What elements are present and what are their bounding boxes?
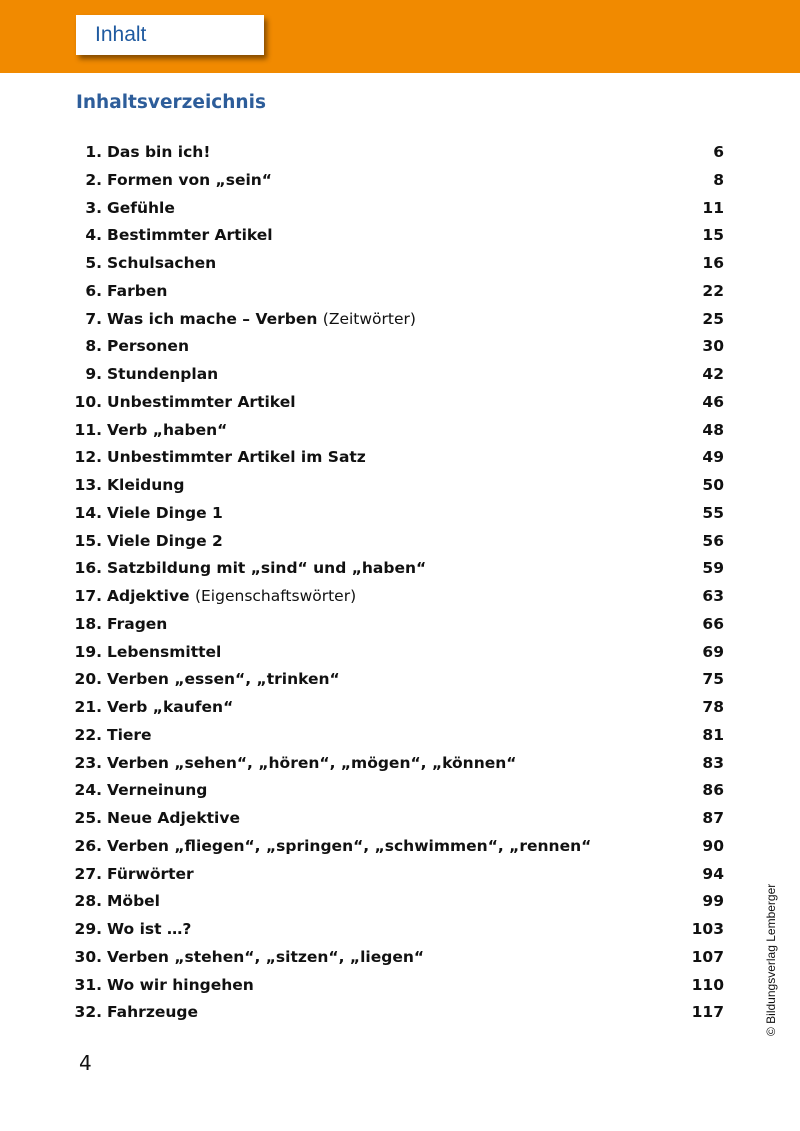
- table-of-contents: [76, 139, 724, 1027]
- toc-entry: [76, 999, 724, 1027]
- toc-entry-number: 5.: [85, 254, 102, 272]
- toc-entry-title-text: Verneinung: [107, 781, 208, 800]
- toc-entry-page: 66: [702, 614, 724, 633]
- toc-entry-page: 46: [702, 392, 724, 411]
- toc-entry-title-text: Wo wir hingehen: [107, 975, 254, 994]
- toc-entry-page: 30: [702, 337, 724, 356]
- toc-entry: [76, 250, 724, 278]
- toc-entry-page: 83: [702, 753, 724, 772]
- toc-entry-number: 31.: [74, 975, 102, 994]
- toc-entry-title-text: Möbel: [107, 892, 160, 911]
- toc-entry: [76, 167, 724, 195]
- toc-entry-number: 2.: [85, 170, 102, 189]
- toc-entry-number: 29.: [74, 920, 102, 938]
- toc-entry-page: 8: [713, 170, 724, 189]
- toc-entry-number: 1.: [85, 143, 102, 161]
- toc-entry-title: [107, 555, 426, 583]
- toc-entry-title-text: Was ich mache – Verben: [107, 309, 323, 328]
- toc-entry-title: [107, 777, 207, 805]
- toc-entry: [76, 361, 724, 389]
- toc-entry-number: 17.: [74, 587, 102, 605]
- toc-entry: [76, 972, 724, 1000]
- toc-entry-number: 26.: [74, 836, 102, 855]
- toc-entry-number: 10.: [74, 392, 102, 411]
- toc-entry-number: 12.: [74, 448, 102, 467]
- toc-entry-title: [107, 916, 191, 944]
- toc-entry: [76, 417, 724, 445]
- toc-entry: [76, 583, 724, 611]
- toc-entry-title-text: Wo ist …?: [107, 920, 192, 938]
- toc-entry-title-text: Gefühle: [107, 198, 175, 217]
- toc-entry: [76, 528, 724, 556]
- toc-entry-title: [107, 722, 152, 750]
- toc-entry-page: 99: [702, 892, 724, 911]
- toc-entry-number: 23.: [74, 753, 102, 772]
- toc-entry: [76, 722, 724, 750]
- toc-entry: [76, 805, 724, 833]
- toc-entry-title: [107, 500, 223, 528]
- toc-entry-number: 15.: [74, 531, 102, 550]
- toc-entry-number: 32.: [74, 1003, 102, 1022]
- toc-entry-title: [107, 195, 175, 223]
- toc-entry-page: 94: [702, 864, 724, 883]
- toc-entry-page: 75: [702, 670, 724, 689]
- toc-entry-page: 90: [702, 836, 724, 855]
- toc-entry-page: 55: [702, 503, 724, 522]
- toc-entry-number: 19.: [74, 642, 102, 661]
- toc-entry-title: [107, 472, 184, 500]
- toc-entry: [76, 611, 724, 639]
- copyright-notice: © Bildungsverlag Lemberger: [764, 883, 778, 1036]
- toc-entry-title: [107, 139, 210, 167]
- toc-entry-page: 59: [702, 559, 724, 578]
- toc-entry: [76, 444, 724, 472]
- toc-entry-number: 20.: [74, 670, 102, 689]
- toc-entry: [76, 833, 724, 861]
- toc-entry-number: 16.: [74, 559, 102, 578]
- toc-entry-title-text: Adjektive: [107, 587, 195, 605]
- toc-entry-number: 25.: [74, 809, 102, 827]
- toc-entry: [76, 694, 724, 722]
- toc-entry-page: 15: [702, 226, 724, 245]
- toc-entry-title-text: Satzbildung mit „sind“ und „haben“: [107, 559, 427, 578]
- toc-entry-number: 14.: [74, 503, 102, 522]
- toc-entry: [76, 195, 724, 223]
- toc-entry-title: [107, 167, 272, 195]
- toc-entry-title-text: Viele Dinge 1: [107, 503, 223, 522]
- toc-entry-number: 9.: [85, 365, 102, 383]
- toc-entry-title: [107, 278, 167, 306]
- page-number: 4: [79, 1051, 92, 1075]
- toc-entry-page: 11: [702, 198, 724, 217]
- toc-entry: [76, 777, 724, 805]
- toc-entry-title: [107, 805, 240, 833]
- page-title: Inhaltsverzeichnis: [76, 92, 266, 113]
- toc-entry-title: [107, 583, 356, 611]
- toc-entry: [76, 139, 724, 167]
- toc-entry-title-text: Fürwörter: [107, 864, 194, 883]
- toc-entry-page: 48: [702, 420, 724, 439]
- toc-entry-title-text: Kleidung: [107, 476, 185, 494]
- section-tab: Inhalt: [76, 15, 264, 55]
- toc-entry-page: 86: [702, 781, 724, 800]
- toc-entry-title-text: Viele Dinge 2: [107, 531, 223, 550]
- toc-entry-title: [107, 944, 424, 972]
- toc-entry: [76, 500, 724, 528]
- toc-entry-page: 50: [702, 476, 724, 494]
- toc-entry-title: [107, 750, 517, 778]
- toc-entry-title: [107, 694, 233, 722]
- toc-entry-title-text: Fahrzeuge: [107, 1003, 198, 1022]
- toc-entry: [76, 222, 724, 250]
- toc-entry-title: [107, 999, 198, 1027]
- toc-entry-title-text: Verben „sehen“, „hören“, „mögen“, „können“: [107, 753, 517, 772]
- toc-entry-number: 13.: [74, 476, 102, 494]
- toc-entry-title: [107, 250, 216, 278]
- toc-entry: [76, 639, 724, 667]
- toc-entry-page: 81: [702, 725, 724, 744]
- toc-entry-number: 3.: [85, 198, 102, 217]
- toc-entry-title: [107, 306, 416, 334]
- toc-entry-number: 28.: [74, 892, 102, 911]
- toc-entry-title: [107, 666, 340, 694]
- toc-entry-number: 7.: [85, 309, 102, 328]
- toc-entry-title-text: Lebensmittel: [107, 642, 222, 661]
- toc-entry-title: [107, 333, 189, 361]
- toc-entry-page: 69: [702, 642, 724, 661]
- toc-entry: [76, 278, 724, 306]
- toc-entry: [76, 333, 724, 361]
- toc-entry: [76, 916, 724, 944]
- toc-entry-number: 4.: [85, 226, 102, 245]
- toc-entry: [76, 861, 724, 889]
- toc-entry-title-text: Stundenplan: [107, 365, 219, 383]
- toc-entry-number: 8.: [85, 337, 102, 356]
- toc-entry: [76, 472, 724, 500]
- toc-entry-page: 107: [691, 947, 724, 966]
- toc-entry-title: [107, 444, 366, 472]
- toc-entry-number: 21.: [74, 698, 102, 716]
- toc-entry-page: 16: [702, 254, 724, 272]
- toc-entry-title-text: Formen von „sein“: [107, 170, 272, 189]
- toc-entry-title-text: Das bin ich!: [107, 143, 211, 161]
- toc-entry-title-text: Unbestimmter Artikel im Satz: [107, 448, 366, 467]
- toc-entry-title: [107, 611, 167, 639]
- toc-entry-number: 6.: [85, 281, 102, 300]
- toc-entry-title-text: Farben: [107, 281, 168, 300]
- toc-entry-title-suffix: (Zeitwörter): [322, 309, 416, 328]
- toc-entry-title-text: Neue Adjektive: [107, 809, 240, 827]
- toc-entry-title-text: Unbestimmter Artikel: [107, 392, 296, 411]
- toc-entry-page: 87: [702, 809, 724, 827]
- toc-entry-title-text: Schulsachen: [107, 254, 217, 272]
- toc-entry-title: [107, 861, 194, 889]
- toc-entry-title: [107, 639, 221, 667]
- toc-entry: [76, 306, 724, 334]
- toc-entry-page: 110: [691, 975, 724, 994]
- toc-entry-number: 27.: [74, 864, 102, 883]
- toc-entry-page: 42: [702, 365, 724, 383]
- toc-entry-number: 24.: [74, 781, 102, 800]
- toc-entry-page: 117: [691, 1003, 724, 1022]
- toc-entry: [76, 389, 724, 417]
- toc-entry-page: 103: [691, 920, 724, 938]
- toc-entry-title-text: Verb „haben“: [107, 420, 228, 439]
- toc-entry-title-text: Verben „essen“, „trinken“: [107, 670, 340, 689]
- toc-entry: [76, 750, 724, 778]
- toc-entry-page: 78: [702, 698, 724, 716]
- toc-entry-number: 30.: [74, 947, 102, 966]
- toc-entry-page: 25: [702, 309, 724, 328]
- toc-entry-title: [107, 222, 273, 250]
- toc-entry: [76, 888, 724, 916]
- toc-entry-title-text: Fragen: [107, 614, 168, 633]
- toc-entry-title: [107, 888, 160, 916]
- toc-entry-page: 22: [702, 281, 724, 300]
- toc-entry-number: 22.: [74, 725, 102, 744]
- toc-entry-title: [107, 389, 296, 417]
- toc-entry-title-text: Verben „stehen“, „sitzen“, „liegen“: [107, 947, 425, 966]
- toc-entry-title-text: Tiere: [107, 725, 152, 744]
- toc-entry-page: 63: [702, 587, 724, 605]
- toc-entry-title-text: Bestimmter Artikel: [107, 226, 273, 245]
- toc-entry: [76, 555, 724, 583]
- toc-entry-title: [107, 972, 254, 1000]
- toc-entry-title: [107, 528, 223, 556]
- toc-entry-title-suffix: (Eigenschaftswörter): [194, 587, 357, 605]
- toc-entry: [76, 666, 724, 694]
- toc-entry-title-text: Verb „kaufen“: [107, 698, 234, 716]
- toc-entry-title: [107, 361, 218, 389]
- toc-entry-page: 49: [702, 448, 724, 467]
- toc-entry-title-text: Personen: [107, 337, 189, 356]
- toc-entry-title: [107, 833, 591, 861]
- toc-entry: [76, 944, 724, 972]
- toc-entry-title-text: Verben „fliegen“, „springen“, „schwimmen“, „rennen“: [107, 836, 592, 855]
- toc-entry-number: 11.: [74, 420, 102, 439]
- toc-entry-title: [107, 417, 227, 445]
- toc-entry-page: 56: [702, 531, 724, 550]
- toc-entry-number: 18.: [74, 614, 102, 633]
- toc-entry-page: 6: [713, 143, 724, 161]
